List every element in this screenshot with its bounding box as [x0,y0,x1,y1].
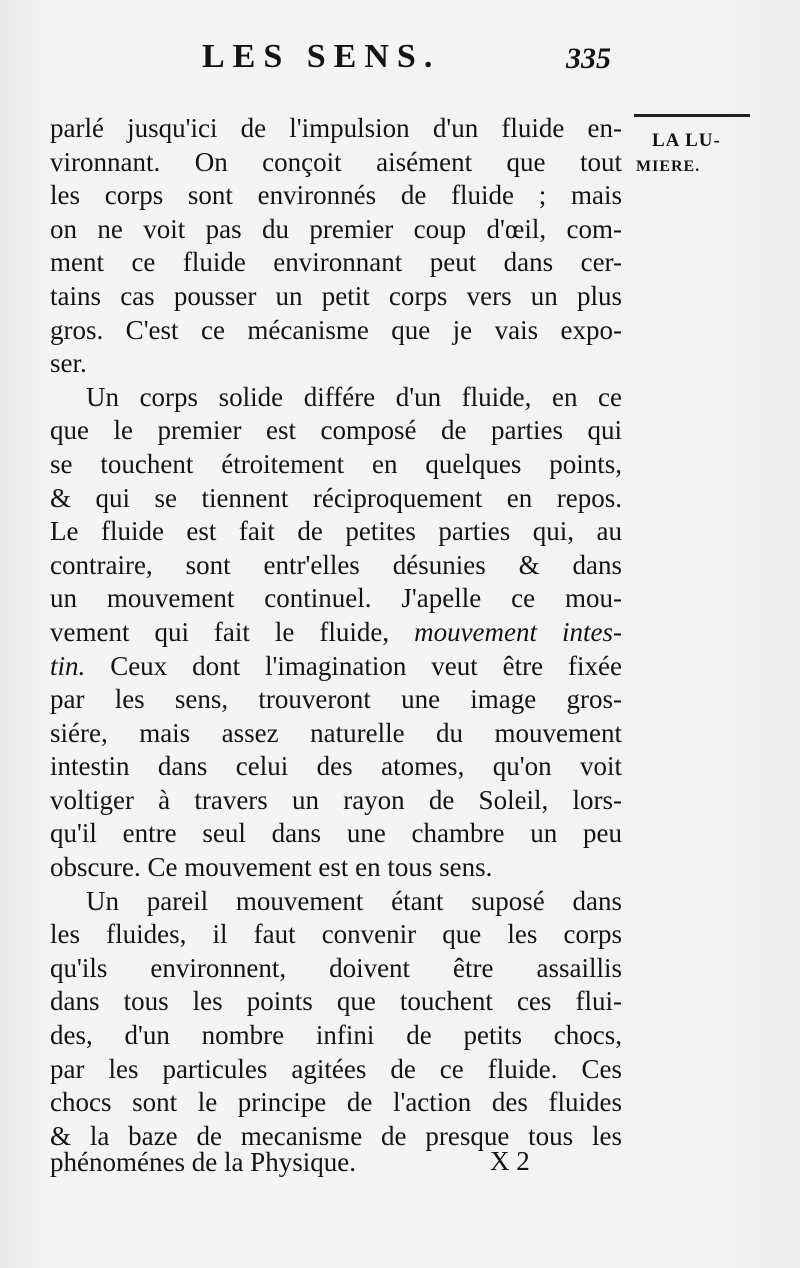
text-line: ser. [50,348,87,379]
text-line: intestin dans celui des atomes, qu'on voit [50,751,622,782]
text-line: les fluides, il faut convenir que les corps [50,919,622,950]
page-number: 335 [566,42,611,75]
margin-note-line-1: LA LU- [652,130,721,151]
text-line: qu'il entre seul dans une chambre un peu [50,818,622,849]
text-segment: vement qui fait le fluide, [50,616,390,647]
margin-note [636,128,786,180]
text-line: par les particules agitées de ce fluide. Ces [50,1053,622,1084]
text-line: un mouvement continuel. J'apelle ce mou- [50,583,622,614]
text-line: dans tous les points que touchent ces flui- [50,986,622,1017]
page-header [0,38,800,88]
running-head: LES SENS. [202,38,441,75]
text-line: contraire, sont entr'elles désunies & dans [50,549,622,580]
text-line: & qui se tiennent réciproquement en repos. [50,482,622,513]
text-line: les corps sont environnés de fluide ; mais [50,180,622,211]
text-line: Un corps solide différe d'un fluide, en ce [86,381,622,412]
text-line: tains cas pousser un petit corps vers un plus [50,280,622,311]
margin-rule [634,114,750,117]
text-line: voltiger à travers un rayon de Soleil, lors- [50,784,622,815]
text-line-mixed [50,616,622,650]
margin-note-line-2: MIERE. [636,158,701,175]
text-line: ment ce fluide environnant peut dans cer- [50,247,622,278]
body-text [50,112,622,1153]
text-line-mixed [50,650,622,684]
text-segment: Ceux dont l'imagination veut être fixée [110,650,622,681]
text-line: parlé jusqu'ici de l'impulsion d'un fluide en- [50,113,622,143]
text-line: que le premier est composé de parties qui [50,415,622,446]
text-line: obscure. Ce mouvement est en tous sens. [50,852,493,883]
text-line: Le fluide est fait de petites parties qui, au [50,516,622,547]
text-line-final: phénoménes de la Physique. [50,1147,356,1177]
text-line: vironnant. On conçoit aisément que tout [50,146,622,177]
text-line: des, d'un nombre infini de petits chocs, [50,1020,622,1051]
text-line: chocs sont le principe de l'action des fluides [50,1087,622,1118]
signature-mark: X 2 [490,1146,530,1176]
text-line: gros. C'est ce mécanisme que je vais expo- [50,314,622,345]
italic-term: tin. [50,650,86,681]
text-line: siére, mais assez naturelle du mouvement [50,717,622,748]
text-line: par les sens, trouveront une image gros- [50,684,622,715]
text-line: Un pareil mouvement étant suposé dans [86,885,622,916]
text-line: & la baze de mecanisme de presque tous les [50,1120,622,1151]
text-line: qu'ils environnent, doivent être assaillis [50,952,622,983]
text-line: se touchent étroitement en quelques points, [50,448,622,479]
italic-term: mouvement intes- [414,616,622,647]
text-line: on ne voit pas du premier coup d'œil, com- [50,213,622,244]
